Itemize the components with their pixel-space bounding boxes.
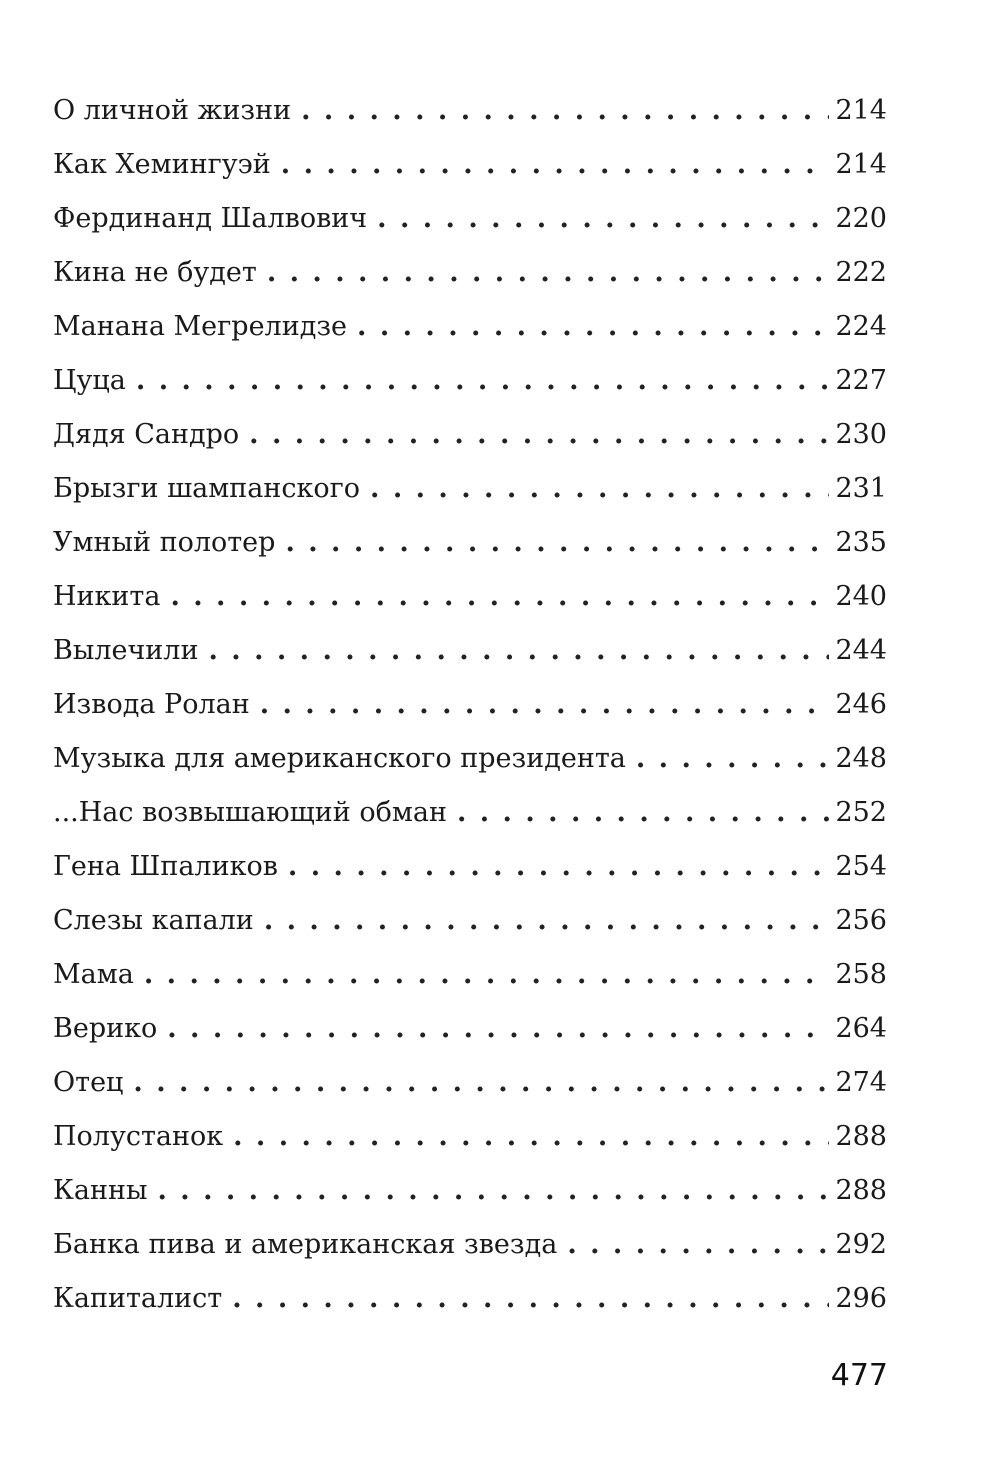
toc-entry-page: 244 xyxy=(835,635,887,666)
dot-leader xyxy=(136,354,829,408)
toc-entry-page: 288 xyxy=(835,1121,887,1152)
toc-entry xyxy=(53,246,887,300)
toc-entry-title: Вылечили xyxy=(53,635,199,666)
dot-leader xyxy=(233,1110,829,1164)
dot-leader xyxy=(264,894,829,948)
dot-leader xyxy=(249,408,829,462)
dot-leader xyxy=(232,1272,829,1326)
dot-leader xyxy=(377,192,829,246)
toc-entry xyxy=(53,1002,887,1056)
dot-leader xyxy=(167,1002,829,1056)
dot-leader xyxy=(281,138,829,192)
toc-entry-title: Никита xyxy=(53,581,161,612)
dot-leader xyxy=(170,570,829,624)
toc-entry-page: 292 xyxy=(835,1229,887,1260)
toc-entry-title: Манана Мегрелидзе xyxy=(53,311,348,342)
toc-entry xyxy=(53,732,887,786)
toc-entry xyxy=(53,1164,887,1218)
toc-entry-title: Брызги шампанского xyxy=(53,473,361,504)
dot-leader xyxy=(636,732,829,786)
toc-entry-page: 214 xyxy=(835,95,887,126)
page-number: 477 xyxy=(830,1358,888,1393)
toc-entry-title: Капиталист xyxy=(53,1283,223,1314)
toc-entry xyxy=(53,516,887,570)
toc-entry xyxy=(53,570,887,624)
dot-leader xyxy=(157,1164,829,1218)
toc-entry-title: Гена Шпаликов xyxy=(53,851,278,882)
toc-entry-title: Слезы капали xyxy=(53,905,254,936)
toc-entry-page: 296 xyxy=(835,1283,887,1314)
toc-entry xyxy=(53,300,887,354)
toc-entry xyxy=(53,462,887,516)
toc-entry xyxy=(53,948,887,1002)
toc-entry xyxy=(53,84,887,138)
table-of-contents xyxy=(53,84,887,1326)
toc-entry-page: 222 xyxy=(835,257,887,288)
toc-entry xyxy=(53,1272,887,1326)
toc-entry-title: Банка пива и американская звезда xyxy=(53,1229,558,1260)
toc-entry-title: Канны xyxy=(53,1175,148,1206)
toc-entry-title: Кина не будет xyxy=(53,257,257,288)
dot-leader xyxy=(285,516,829,570)
dot-leader xyxy=(370,462,829,516)
toc-entry-title: Полустанок xyxy=(53,1121,224,1152)
toc-entry-title: ...Нас возвышающий обман xyxy=(53,797,447,828)
dot-leader xyxy=(357,300,829,354)
toc-entry xyxy=(53,624,887,678)
toc-entry-page: 288 xyxy=(835,1175,887,1206)
toc-entry-title: Фердинанд Шалвович xyxy=(53,203,368,234)
toc-entry-page: 264 xyxy=(835,1013,887,1044)
toc-entry xyxy=(53,786,887,840)
toc-entry-page: 230 xyxy=(835,419,887,450)
toc-entry-title: Отец xyxy=(53,1067,124,1098)
dot-leader xyxy=(457,786,829,840)
toc-entry xyxy=(53,1110,887,1164)
toc-entry xyxy=(53,138,887,192)
toc-entry-title: Музыка для американского президента xyxy=(53,743,626,774)
toc-entry xyxy=(53,678,887,732)
toc-entry-page: 252 xyxy=(835,797,887,828)
toc-entry xyxy=(53,408,887,462)
dot-leader xyxy=(567,1218,829,1272)
toc-entry-page: 256 xyxy=(835,905,887,936)
dot-leader xyxy=(208,624,829,678)
toc-entry-title: Верико xyxy=(53,1013,158,1044)
toc-entry-title: О личной жизни xyxy=(53,95,292,126)
toc-entry xyxy=(53,354,887,408)
toc-entry xyxy=(53,1218,887,1272)
toc-entry-page: 220 xyxy=(835,203,887,234)
toc-entry-title: Цуца xyxy=(53,365,126,396)
toc-entry-page: 248 xyxy=(835,743,887,774)
toc-entry-page: 246 xyxy=(835,689,887,720)
toc-entry-page: 214 xyxy=(835,149,887,180)
dot-leader xyxy=(288,840,829,894)
toc-entry-page: 258 xyxy=(835,959,887,990)
toc-entry-page: 227 xyxy=(835,365,887,396)
toc-entry-title: Извода Ролан xyxy=(53,689,250,720)
toc-entry-title: Как Хемингуэй xyxy=(53,149,271,180)
toc-entry-title: Мама xyxy=(53,959,134,990)
toc-entry-page: 231 xyxy=(835,473,887,504)
toc-entry-title: Дядя Сандро xyxy=(53,419,240,450)
toc-entry-page: 240 xyxy=(835,581,887,612)
dot-leader xyxy=(260,678,829,732)
toc-entry-page: 235 xyxy=(835,527,887,558)
dot-leader xyxy=(144,948,829,1002)
dot-leader xyxy=(301,84,829,138)
dot-leader xyxy=(133,1056,829,1110)
toc-entry xyxy=(53,840,887,894)
toc-entry-title: Умный полотер xyxy=(53,527,276,558)
toc-entry xyxy=(53,894,887,948)
dot-leader xyxy=(267,246,829,300)
toc-entry xyxy=(53,1056,887,1110)
toc-entry-page: 224 xyxy=(835,311,887,342)
toc-entry-page: 254 xyxy=(835,851,887,882)
toc-entry-page: 274 xyxy=(835,1067,887,1098)
toc-entry xyxy=(53,192,887,246)
